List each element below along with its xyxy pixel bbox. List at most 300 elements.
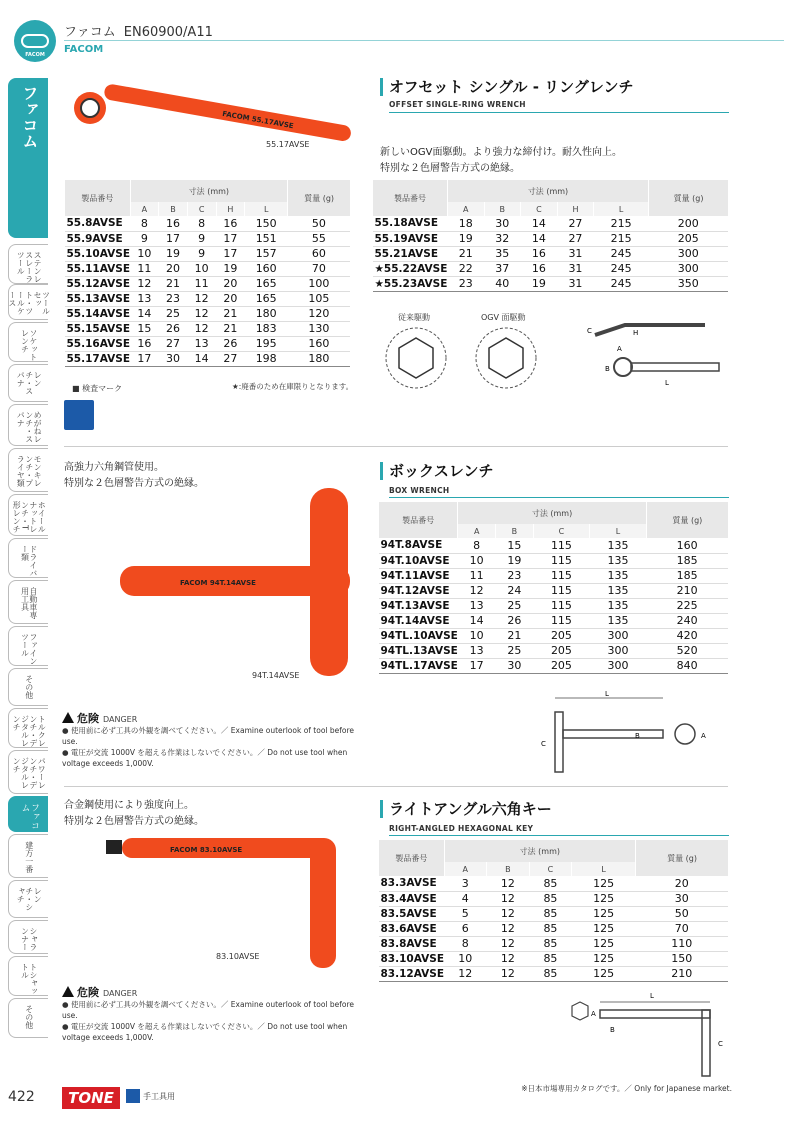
col-part: 製品番号 [65, 180, 131, 216]
tab-10[interactable] [8, 626, 48, 666]
col-dim-A: A [447, 202, 484, 216]
table-row [379, 891, 729, 906]
tab-label: ステンレスレーラツール [16, 251, 43, 283]
dim-value: 26 [159, 321, 188, 336]
svg-text:L: L [650, 992, 654, 1000]
tab-label: シャランナー [20, 927, 38, 951]
dim-value: 245 [594, 261, 649, 276]
page-number: 422 [8, 1089, 35, 1105]
weight-value: 200 [649, 216, 728, 231]
part-number: 83.6AVSE [379, 921, 445, 936]
table-row [379, 876, 729, 891]
weight-value: 840 [646, 658, 728, 673]
dim-value: 300 [590, 643, 647, 658]
dim-value: 19 [216, 261, 245, 276]
svg-text:B: B [605, 365, 610, 373]
inspect-mark-label: ■ 検査マーク [72, 384, 123, 393]
table-row [379, 538, 729, 553]
weight-value: 130 [288, 321, 350, 336]
dim-value: 25 [159, 306, 188, 321]
tab-8[interactable] [8, 538, 48, 578]
dim-value: 245 [594, 246, 649, 261]
brand-name: FACOM [64, 44, 104, 55]
dim-value: 15 [130, 321, 159, 336]
dim-value: 21 [447, 246, 484, 261]
part-number: 94TL.17AVSE [380, 659, 458, 672]
col-dim-C: C [529, 862, 572, 876]
tab-label: レンチ・シャチ [16, 887, 43, 911]
part-number: 94T.14AVSE [379, 613, 458, 628]
dim-value: 17 [159, 231, 188, 246]
col-weight: 質量 (g) [646, 502, 728, 538]
dim-value: 11 [458, 568, 496, 583]
table-row [65, 231, 351, 246]
dim-value: 21 [216, 321, 245, 336]
col-dim-A: A [130, 202, 159, 216]
drive-comparison-diagram [376, 310, 556, 390]
col-dim-L: L [590, 524, 647, 538]
offset-table-left [64, 180, 350, 367]
col-dim-B: B [487, 862, 530, 876]
col-dimensions: 寸法 (mm) [458, 502, 646, 524]
table-row [65, 336, 351, 351]
table-row [379, 598, 729, 613]
table-row [65, 351, 351, 366]
dim-value: 12 [187, 321, 216, 336]
dim-value: 215 [594, 231, 649, 246]
dim-value: 85 [529, 966, 572, 981]
dim-value: 13 [187, 336, 216, 351]
table-row [65, 306, 351, 321]
tab-16[interactable] [8, 880, 48, 918]
dim-value: 85 [529, 936, 572, 951]
svg-text:FACOM 55.17AVSE: FACOM 55.17AVSE [221, 109, 295, 131]
part-number: 55.21AVSE [373, 246, 448, 261]
table-row [379, 906, 729, 921]
dim-value: 40 [484, 276, 521, 291]
weight-value: 205 [649, 231, 728, 246]
dim-value: 151 [245, 231, 288, 246]
tab-1[interactable] [8, 244, 48, 284]
dim-value: 205 [533, 643, 590, 658]
tab-9[interactable] [8, 580, 48, 624]
offset-rule [389, 112, 729, 113]
tab-label: 自動車専用工具 [20, 587, 38, 619]
dim-value: 16 [159, 216, 188, 231]
tab-label: ファインツール [20, 633, 38, 665]
dim-value: 35 [484, 246, 521, 261]
box-subtitle: BOX WRENCH [389, 486, 450, 495]
part-number: 55.10AVSE [66, 247, 130, 260]
weight-value: 210 [646, 583, 728, 598]
dim-value: 30 [484, 216, 521, 231]
col-dim-B: B [159, 202, 188, 216]
dim-value: 27 [557, 231, 594, 246]
weight-value: 30 [636, 891, 728, 906]
dim-value: 9 [187, 231, 216, 246]
part-number: 83.10AVSE [380, 952, 444, 965]
tab-5[interactable] [8, 404, 48, 446]
col-dim-H: H [557, 202, 594, 216]
tab-label: レンチ・スパナ [16, 371, 43, 395]
dim-value: 12 [487, 921, 530, 936]
dim-value: 8 [187, 216, 216, 231]
tab-6[interactable] [8, 448, 48, 492]
part-number: 55.15AVSE [66, 322, 130, 335]
dim-value: 4 [444, 891, 487, 906]
table-row [379, 966, 729, 981]
dim-value: 27 [216, 351, 245, 366]
dim-value: 13 [458, 643, 496, 658]
part-number: 55.9AVSE [65, 231, 131, 246]
part-number: 94T.11AVSE [379, 568, 458, 583]
box-dimension-diagram [535, 690, 735, 780]
dim-value: 19 [447, 231, 484, 246]
tab-label: ホイールナットレンチ・T形レンチ [12, 501, 47, 533]
table-row [379, 553, 729, 568]
part-number: 94TL.13AVSE [380, 644, 458, 657]
table-row [65, 276, 351, 291]
dim-value: 10 [458, 553, 496, 568]
dim-value: 12 [487, 906, 530, 921]
table-row [379, 658, 729, 673]
svg-text:L: L [605, 690, 609, 698]
part-number: 55.13AVSE [66, 292, 130, 305]
tab-label: ソケットレンチ [20, 329, 38, 361]
part-number: 94T.8AVSE [379, 538, 458, 553]
dim-value: 157 [245, 246, 288, 261]
dim-value: 9 [130, 231, 159, 246]
dim-value: 115 [533, 583, 590, 598]
dim-value: 14 [521, 231, 558, 246]
dim-value: 20 [159, 261, 188, 276]
dim-value: 21 [216, 306, 245, 321]
dim-value: 16 [521, 246, 558, 261]
col-dimensions: 寸法 (mm) [130, 180, 288, 202]
dim-value: 12 [487, 876, 530, 891]
dim-value: 27 [159, 336, 188, 351]
weight-value: 105 [288, 291, 350, 306]
header-rule [64, 40, 784, 41]
dim-value: 17 [458, 658, 496, 673]
col-part: 製品番号 [373, 180, 448, 216]
table-row [65, 216, 351, 231]
warning-icon [62, 712, 74, 723]
col-dim-L: L [572, 862, 636, 876]
dim-value: 23 [159, 291, 188, 306]
hand-tool-tag: 手工具用 [126, 1089, 175, 1103]
dim-value: 17 [216, 231, 245, 246]
dim-value: 125 [572, 936, 636, 951]
weight-value: 180 [288, 351, 350, 366]
table-row [373, 231, 729, 246]
table-row [373, 246, 729, 261]
col-dimensions: 寸法 (mm) [444, 840, 636, 862]
tab-label: ドライバー類 [20, 545, 38, 577]
dim-value: 300 [590, 628, 647, 643]
tab-label: 建方一番 [24, 841, 34, 873]
part-number: 94T.10AVSE [379, 553, 458, 568]
tab-19[interactable] [8, 998, 48, 1038]
dim-value: 165 [245, 276, 288, 291]
svg-text:L: L [665, 379, 669, 387]
col-dim-L: L [594, 202, 649, 216]
dim-value: 13 [458, 598, 496, 613]
drive-old-label: 従来駆動 [398, 313, 430, 322]
weight-value: 185 [646, 553, 728, 568]
part-number: 83.3AVSE [379, 876, 445, 891]
tab-15[interactable] [8, 834, 48, 878]
dim-value: 85 [529, 951, 572, 966]
dim-value: 25 [496, 643, 534, 658]
hex-desc: 合金鋼使用により強度向上。 特別な２色層警告方式の絶縁。 [64, 800, 204, 827]
dim-value: 12 [130, 276, 159, 291]
weight-value: 100 [288, 276, 350, 291]
tab-14[interactable] [8, 796, 48, 832]
weight-value: 520 [646, 643, 728, 658]
hex-key-image [100, 830, 360, 970]
table-row [373, 261, 729, 276]
svg-text:A: A [701, 732, 706, 740]
part-number: 94T.13AVSE [379, 598, 458, 613]
col-dim-A: A [458, 524, 496, 538]
dim-value: 125 [572, 876, 636, 891]
tab-label: モンキレンチ・プライヤ類 [16, 455, 43, 487]
dim-value: 32 [484, 231, 521, 246]
weight-value: 185 [646, 568, 728, 583]
dim-value: 14 [187, 351, 216, 366]
hand-tool-icon [126, 1089, 140, 1103]
dim-value: 8 [458, 538, 496, 553]
danger-notice-box-2: 危険 DANGER ● 使用前に必ず工具の外観を調べてください。／ Examine outerlook of tool before use. ● 電圧が交流 1000V を超える作業はしないでください。／ Do not use tool when voltage exceeds 1,000V. [62, 986, 355, 1042]
dim-value: 17 [216, 246, 245, 261]
tab-7[interactable] [8, 494, 48, 536]
dim-value: 10 [187, 261, 216, 276]
dim-value: 215 [594, 216, 649, 231]
weight-value: 210 [636, 966, 728, 981]
dim-value: 300 [590, 658, 647, 673]
table-row [65, 291, 351, 306]
tab-label: ツールセット・ツールケース [7, 291, 51, 315]
drive-new-label: OGV 面駆動 [481, 313, 526, 322]
dim-value: 8 [130, 216, 159, 231]
dim-value: 115 [533, 568, 590, 583]
dim-value: 20 [216, 276, 245, 291]
dim-value: 14 [130, 306, 159, 321]
tab-18[interactable] [8, 956, 48, 996]
svg-text:C: C [587, 327, 592, 335]
dim-value: 12 [487, 936, 530, 951]
weight-value: 350 [649, 276, 728, 291]
dim-value: 85 [529, 906, 572, 921]
dim-value: 12 [187, 306, 216, 321]
dim-value: 115 [533, 538, 590, 553]
dim-value: 25 [496, 598, 534, 613]
dim-value: 16 [130, 336, 159, 351]
part-number: 55.12AVSE [66, 277, 130, 290]
offset-desc: 新しいOGV面駆動。より強力な締付け。耐久性向上。 特別な２色層警告方式の絶縁。 [380, 147, 623, 174]
col-dim-C: C [533, 524, 590, 538]
dim-value: 19 [521, 276, 558, 291]
part-number: 55.16AVSE [66, 337, 130, 350]
tab-4[interactable] [8, 364, 48, 402]
dim-value: 12 [487, 891, 530, 906]
dim-value: 26 [496, 613, 534, 628]
box-wrench-caption: 94T.14AVSE [252, 671, 300, 680]
dim-value: 11 [187, 276, 216, 291]
dim-value: 17 [130, 351, 159, 366]
tone-logo: TONE [62, 1087, 120, 1109]
dim-value: 21 [159, 276, 188, 291]
weight-value: 70 [288, 261, 350, 276]
divider-2 [64, 786, 728, 787]
table-row [379, 613, 729, 628]
hex-title: ライトアングル六角キー [380, 800, 552, 818]
offset-wrench-image [62, 90, 362, 140]
col-part: 製品番号 [379, 502, 458, 538]
offset-table-right [372, 180, 728, 292]
dim-value: 205 [533, 658, 590, 673]
weight-value: 300 [649, 261, 728, 276]
dim-value: 115 [533, 598, 590, 613]
dim-value: 24 [496, 583, 534, 598]
dim-value: 27 [557, 216, 594, 231]
svg-text:B: B [635, 732, 640, 740]
table-row [373, 276, 729, 291]
dim-value: 125 [572, 906, 636, 921]
part-number: 83.5AVSE [379, 906, 445, 921]
weight-value: 240 [646, 613, 728, 628]
weight-value: 120 [288, 306, 350, 321]
dim-value: 125 [572, 921, 636, 936]
offset-wrench-caption: 55.17AVSE [266, 140, 310, 149]
weight-value: 55 [288, 231, 350, 246]
tab-0[interactable] [8, 78, 48, 238]
dim-value: 115 [533, 613, 590, 628]
table-row [65, 246, 351, 261]
dim-value: 125 [572, 966, 636, 981]
tab-13[interactable] [8, 750, 48, 794]
part-number: 55.17AVSE [66, 352, 130, 365]
dim-value: 135 [590, 553, 647, 568]
dim-value: 135 [590, 598, 647, 613]
dim-value: 198 [245, 351, 288, 366]
dim-value: 14 [458, 613, 496, 628]
weight-value: 160 [646, 538, 728, 553]
svg-text:FACOM 83.10AVSE: FACOM 83.10AVSE [170, 846, 243, 854]
discontinued-note: ★:廃番のため在庫限りとなります。 [232, 382, 354, 391]
table-row [379, 583, 729, 598]
tab-label: その他 [24, 675, 34, 699]
tab-12[interactable] [8, 708, 48, 748]
hex-dimension-diagram [560, 990, 730, 1080]
col-weight: 質量 (g) [636, 840, 728, 876]
tab-17[interactable] [8, 920, 48, 954]
dim-value: 125 [572, 951, 636, 966]
table-row [373, 216, 729, 231]
svg-text:B: B [610, 1026, 615, 1034]
tab-11[interactable] [8, 668, 48, 706]
weight-value: 110 [636, 936, 728, 951]
part-number: 55.11AVSE [66, 262, 130, 275]
dim-value: 14 [521, 216, 558, 231]
box-desc: 高強力六角鋼管使用。 特別な２色層警告方式の絶縁。 [64, 462, 204, 489]
col-dim-H: H [216, 202, 245, 216]
offset-title: オフセット シングル - リングレンチ [380, 78, 634, 96]
dim-value: 183 [245, 321, 288, 336]
box-rule [389, 497, 729, 498]
dim-value: 115 [533, 553, 590, 568]
dim-value: 30 [159, 351, 188, 366]
table-row [379, 936, 729, 951]
tab-3[interactable] [8, 322, 48, 362]
hex-table [378, 840, 728, 982]
weight-value: 60 [288, 246, 350, 261]
tab-2[interactable] [7, 284, 51, 320]
dim-value: 18 [447, 216, 484, 231]
hex-subtitle: RIGHT-ANGLED HEXAGONAL KEY [389, 824, 534, 833]
dim-value: 21 [496, 628, 534, 643]
col-dim-B: B [484, 202, 521, 216]
tab-label: ファコム [19, 85, 39, 149]
dim-value: 20 [216, 291, 245, 306]
col-weight: 質量 (g) [288, 180, 350, 216]
part-number: 83.12AVSE [380, 967, 444, 980]
offset-dimension-diagram [585, 315, 725, 390]
col-part: 製品番号 [379, 840, 445, 876]
col-dim-L: L [245, 202, 288, 216]
weight-value: 150 [636, 951, 728, 966]
part-number: 55.18AVSE [373, 216, 448, 231]
box-title: ボックスレンチ [380, 462, 493, 480]
tab-label: トシャットル [20, 963, 38, 995]
part-number: 83.8AVSE [379, 936, 445, 951]
hex-rule [389, 835, 729, 836]
dim-value: 10 [130, 246, 159, 261]
part-number: 55.19AVSE [373, 231, 448, 246]
dim-value: 23 [447, 276, 484, 291]
part-number: 94TL.10AVSE [380, 629, 458, 642]
dim-value: 12 [487, 951, 530, 966]
svg-text:FACOM 94T.14AVSE: FACOM 94T.14AVSE [180, 579, 256, 587]
dim-value: 31 [557, 261, 594, 276]
col-dim-C: C [521, 202, 558, 216]
dim-value: 135 [590, 538, 647, 553]
dim-value: 3 [444, 876, 487, 891]
col-weight: 質量 (g) [649, 180, 728, 216]
dim-value: 85 [529, 876, 572, 891]
dim-value: 150 [245, 216, 288, 231]
svg-text:A: A [617, 345, 622, 353]
tab-label: トルクレンチ・デジタルレンチ [12, 715, 47, 747]
weight-value: 70 [636, 921, 728, 936]
col-dim-B: B [496, 524, 534, 538]
col-dimensions: 寸法 (mm) [447, 180, 648, 202]
dim-value: 10 [458, 628, 496, 643]
tab-label: パワーレンチ・デジタルレンチ [12, 757, 47, 789]
dim-value: 160 [245, 261, 288, 276]
weight-value: 50 [636, 906, 728, 921]
dim-value: 12 [458, 583, 496, 598]
warning-icon [62, 986, 74, 997]
dim-value: 13 [130, 291, 159, 306]
dim-value: 165 [245, 291, 288, 306]
col-dim-A: A [444, 862, 487, 876]
weight-value: 50 [288, 216, 350, 231]
dim-value: 37 [484, 261, 521, 276]
dim-value: 31 [557, 276, 594, 291]
danger-notice-box: 危険 DANGER ● 使用前に必ず工具の外観を調べてください。／ Examine outerlook of tool before use. ● 電圧が交流 1000V を超える作業はしないでください。／ Do not use tool when voltage exceeds 1,000V. [62, 712, 355, 768]
